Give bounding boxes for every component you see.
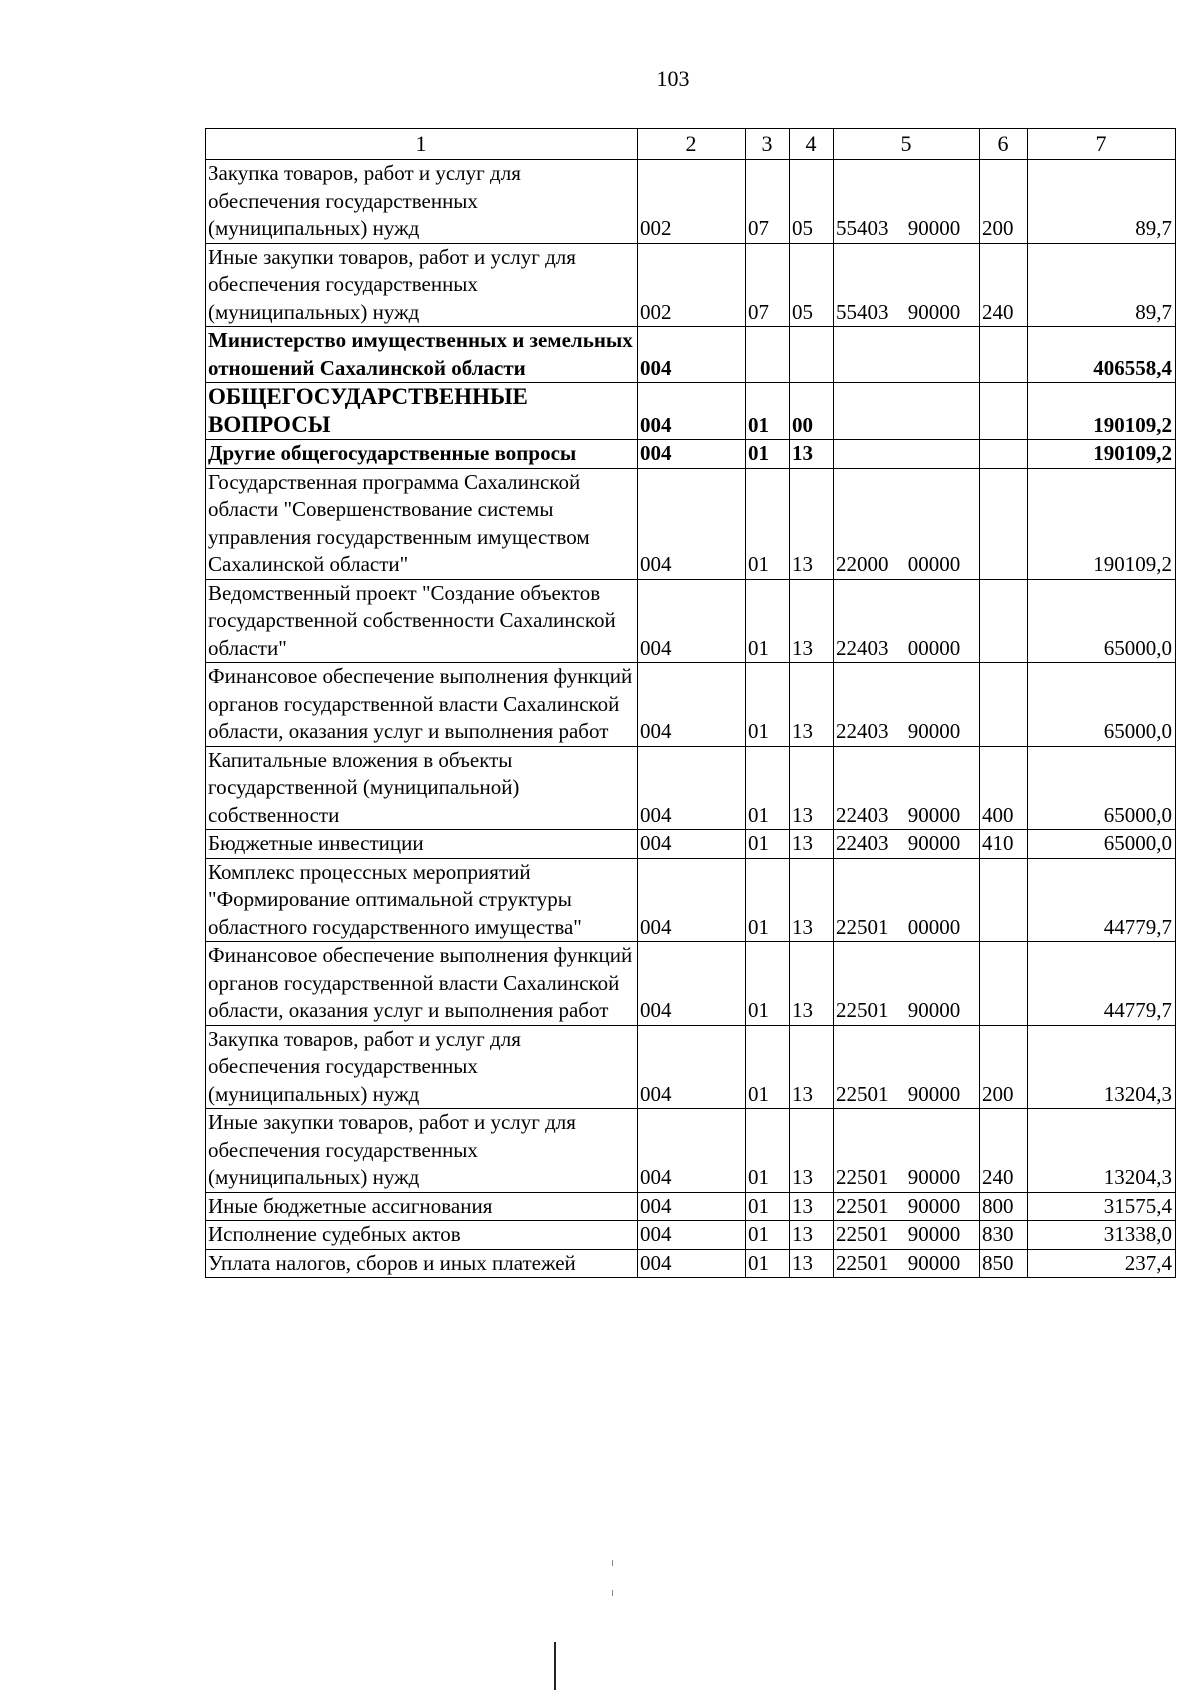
row-name: ОБЩЕГОСУДАРСТВЕННЫЕ ВОПРОСЫ bbox=[206, 383, 638, 440]
amount: 31338,0 bbox=[1028, 1221, 1176, 1250]
expense-type-code bbox=[980, 663, 1028, 747]
target-article-code: 55403 90000 bbox=[834, 243, 980, 327]
row-name: Ведомственный проект "Создание объектов государственной собственности Сахалинской области" bbox=[206, 579, 638, 663]
subsection-code: 13 bbox=[790, 468, 834, 579]
column-header: 6 bbox=[980, 129, 1028, 160]
ministry-code: 002 bbox=[638, 243, 746, 327]
subsection-code: 13 bbox=[790, 1192, 834, 1221]
column-header: 1 bbox=[206, 129, 638, 160]
ministry-code: 004 bbox=[638, 579, 746, 663]
subsection-code: 13 bbox=[790, 1025, 834, 1109]
section-code bbox=[746, 327, 790, 383]
ministry-code: 004 bbox=[638, 858, 746, 942]
subsection-code: 13 bbox=[790, 858, 834, 942]
ministry-code: 004 bbox=[638, 1109, 746, 1193]
section-code: 01 bbox=[746, 579, 790, 663]
table-row bbox=[206, 327, 1176, 383]
amount: 65000,0 bbox=[1028, 746, 1176, 830]
ministry-code: 004 bbox=[638, 1249, 746, 1278]
target-article-code: 22501 00000 bbox=[834, 858, 980, 942]
table-row bbox=[206, 383, 1176, 440]
ministry-code: 004 bbox=[638, 663, 746, 747]
amount: 237,4 bbox=[1028, 1249, 1176, 1278]
target-article-code: 55403 90000 bbox=[834, 160, 980, 244]
table-header-row bbox=[206, 129, 1176, 160]
table-row bbox=[206, 243, 1176, 327]
row-name: Бюджетные инвестиции bbox=[206, 830, 638, 859]
subsection-code: 13 bbox=[790, 440, 834, 469]
section-code: 01 bbox=[746, 1025, 790, 1109]
section-code: 01 bbox=[746, 440, 790, 469]
table-row bbox=[206, 858, 1176, 942]
subsection-code: 13 bbox=[790, 1221, 834, 1250]
ministry-code: 004 bbox=[638, 1192, 746, 1221]
subsection-code: 13 bbox=[790, 1249, 834, 1278]
ministry-code: 004 bbox=[638, 830, 746, 859]
column-header: 5 bbox=[834, 129, 980, 160]
target-article-code bbox=[834, 327, 980, 383]
expense-type-code: 830 bbox=[980, 1221, 1028, 1250]
table-row bbox=[206, 1221, 1176, 1250]
section-code: 01 bbox=[746, 1109, 790, 1193]
row-name: Государственная программа Сахалинской области "Совершенствование системы управления государственным имуществом Сахалинской области" bbox=[206, 468, 638, 579]
target-article-code: 22403 90000 bbox=[834, 746, 980, 830]
amount: 65000,0 bbox=[1028, 579, 1176, 663]
section-code: 01 bbox=[746, 858, 790, 942]
column-header: 2 bbox=[638, 129, 746, 160]
subsection-code: 05 bbox=[790, 160, 834, 244]
row-name: Иные бюджетные ассигнования bbox=[206, 1192, 638, 1221]
table-row bbox=[206, 1109, 1176, 1193]
ministry-code: 004 bbox=[638, 1025, 746, 1109]
target-article-code: 22403 90000 bbox=[834, 663, 980, 747]
subsection-code: 13 bbox=[790, 830, 834, 859]
subsection-code: 13 bbox=[790, 663, 834, 747]
section-code: 07 bbox=[746, 243, 790, 327]
section-code: 01 bbox=[746, 1249, 790, 1278]
amount: 190109,2 bbox=[1028, 468, 1176, 579]
table-row bbox=[206, 663, 1176, 747]
ministry-code: 004 bbox=[638, 746, 746, 830]
target-article-code: 22501 90000 bbox=[834, 942, 980, 1026]
table-row bbox=[206, 160, 1176, 244]
table-row bbox=[206, 468, 1176, 579]
table-row bbox=[206, 830, 1176, 859]
amount: 89,7 bbox=[1028, 243, 1176, 327]
target-article-code: 22501 90000 bbox=[834, 1109, 980, 1193]
ministry-code: 004 bbox=[638, 942, 746, 1026]
expense-type-code: 240 bbox=[980, 243, 1028, 327]
section-code: 01 bbox=[746, 942, 790, 1026]
scan-mark bbox=[612, 1560, 613, 1566]
row-name: Капитальные вложения в объекты государственной (муниципальной) собственности bbox=[206, 746, 638, 830]
target-article-code: 22000 00000 bbox=[834, 468, 980, 579]
expense-type-code bbox=[980, 468, 1028, 579]
expense-type-code bbox=[980, 440, 1028, 469]
column-header: 4 bbox=[790, 129, 834, 160]
ministry-code: 002 bbox=[638, 160, 746, 244]
section-code: 01 bbox=[746, 1192, 790, 1221]
expense-type-code: 200 bbox=[980, 1025, 1028, 1109]
table-row bbox=[206, 1249, 1176, 1278]
table-row bbox=[206, 942, 1176, 1026]
expense-type-code: 240 bbox=[980, 1109, 1028, 1193]
expense-type-code: 800 bbox=[980, 1192, 1028, 1221]
subsection-code: 05 bbox=[790, 243, 834, 327]
target-article-code: 22403 90000 bbox=[834, 830, 980, 859]
row-name: Финансовое обеспечение выполнения функций органов государственной власти Сахалинской области, оказания услуг и выполнения работ bbox=[206, 663, 638, 747]
subsection-code: 13 bbox=[790, 746, 834, 830]
subsection-code: 13 bbox=[790, 579, 834, 663]
expense-type-code bbox=[980, 858, 1028, 942]
ministry-code: 004 bbox=[638, 383, 746, 440]
amount: 190109,2 bbox=[1028, 383, 1176, 440]
subsection-code: 13 bbox=[790, 1109, 834, 1193]
row-name: Иные закупки товаров, работ и услуг для обеспечения государственных (муниципальных) нужд bbox=[206, 243, 638, 327]
row-name: Уплата налогов, сборов и иных платежей bbox=[206, 1249, 638, 1278]
subsection-code bbox=[790, 327, 834, 383]
target-article-code: 22501 90000 bbox=[834, 1249, 980, 1278]
amount: 13204,3 bbox=[1028, 1025, 1176, 1109]
row-name: Исполнение судебных актов bbox=[206, 1221, 638, 1250]
ministry-code: 004 bbox=[638, 1221, 746, 1250]
section-code: 01 bbox=[746, 830, 790, 859]
expense-type-code bbox=[980, 327, 1028, 383]
expense-type-code bbox=[980, 383, 1028, 440]
expense-type-code bbox=[980, 942, 1028, 1026]
row-name: Закупка товаров, работ и услуг для обеспечения государственных (муниципальных) нужд bbox=[206, 160, 638, 244]
column-header: 7 bbox=[1028, 129, 1176, 160]
table-row bbox=[206, 440, 1176, 469]
amount: 65000,0 bbox=[1028, 663, 1176, 747]
target-article-code: 22501 90000 bbox=[834, 1192, 980, 1221]
page-number: 103 bbox=[656, 66, 690, 91]
table-row bbox=[206, 579, 1176, 663]
budget-table bbox=[205, 128, 1176, 1278]
table-row bbox=[206, 746, 1176, 830]
expense-type-code bbox=[980, 579, 1028, 663]
section-code: 01 bbox=[746, 383, 790, 440]
subsection-code: 13 bbox=[790, 942, 834, 1026]
table-row bbox=[206, 1192, 1176, 1221]
section-code: 01 bbox=[746, 468, 790, 579]
target-article-code: 22403 00000 bbox=[834, 579, 980, 663]
target-article-code: 22501 90000 bbox=[834, 1221, 980, 1250]
row-name: Финансовое обеспечение выполнения функций органов государственной власти Сахалинской области, оказания услуг и выполнения работ bbox=[206, 942, 638, 1026]
section-code: 01 bbox=[746, 746, 790, 830]
ministry-code: 004 bbox=[638, 440, 746, 469]
amount: 89,7 bbox=[1028, 160, 1176, 244]
ministry-code: 004 bbox=[638, 327, 746, 383]
table-row bbox=[206, 1025, 1176, 1109]
row-name: Министерство имущественных и земельных отношений Сахалинской области bbox=[206, 327, 638, 383]
expense-type-code: 850 bbox=[980, 1249, 1028, 1278]
target-article-code bbox=[834, 440, 980, 469]
ministry-code: 004 bbox=[638, 468, 746, 579]
section-code: 07 bbox=[746, 160, 790, 244]
amount: 65000,0 bbox=[1028, 830, 1176, 859]
amount: 44779,7 bbox=[1028, 942, 1176, 1026]
target-article-code bbox=[834, 383, 980, 440]
section-code: 01 bbox=[746, 663, 790, 747]
scan-mark bbox=[554, 1642, 556, 1690]
expense-type-code: 200 bbox=[980, 160, 1028, 244]
expense-type-code: 410 bbox=[980, 830, 1028, 859]
subsection-code: 00 bbox=[790, 383, 834, 440]
row-name: Закупка товаров, работ и услуг для обеспечения государственных (муниципальных) нужд bbox=[206, 1025, 638, 1109]
amount: 44779,7 bbox=[1028, 858, 1176, 942]
row-name: Иные закупки товаров, работ и услуг для обеспечения государственных (муниципальных) нужд bbox=[206, 1109, 638, 1193]
column-header: 3 bbox=[746, 129, 790, 160]
amount: 406558,4 bbox=[1028, 327, 1176, 383]
amount: 190109,2 bbox=[1028, 440, 1176, 469]
section-code: 01 bbox=[746, 1221, 790, 1250]
row-name: Другие общегосударственные вопросы bbox=[206, 440, 638, 469]
scan-mark bbox=[612, 1590, 613, 1596]
amount: 31575,4 bbox=[1028, 1192, 1176, 1221]
expense-type-code: 400 bbox=[980, 746, 1028, 830]
target-article-code: 22501 90000 bbox=[834, 1025, 980, 1109]
row-name: Комплекс процессных мероприятий "Формирование оптимальной структуры областного государственного имущества" bbox=[206, 858, 638, 942]
amount: 13204,3 bbox=[1028, 1109, 1176, 1193]
